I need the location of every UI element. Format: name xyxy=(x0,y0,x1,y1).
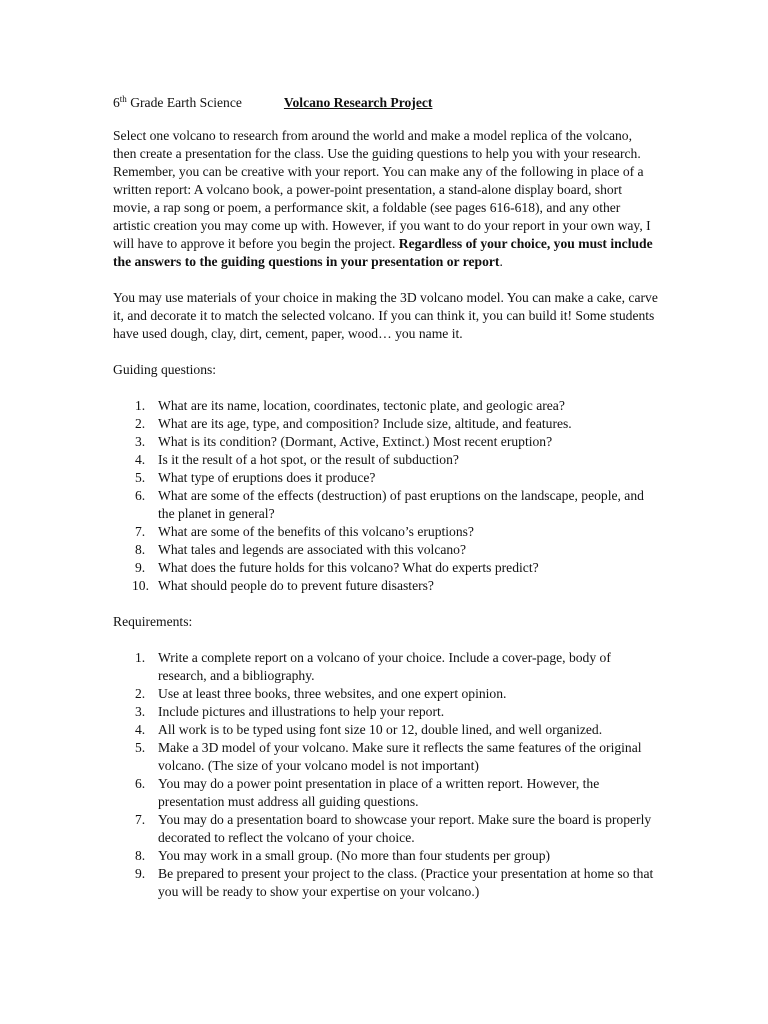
item-number: 6. xyxy=(135,488,146,503)
document-page xyxy=(113,94,658,919)
guiding-questions-label: Guiding questions: xyxy=(113,362,217,377)
materials-paragraph: You may use materials of your choice in making the 3D volcano model. You can make a cake, carve it, and decorate it to match the selected volcano. If you can think it, you can build it! Some students have used dough, clay, dirt, cement, paper, wood… you name it. xyxy=(113,290,658,341)
item-number: 9. xyxy=(135,866,146,881)
item-number: 5. xyxy=(135,470,146,485)
item-text: What are some of the effects (destruction) of past eruptions on the landscape, people, and the planet in general? xyxy=(158,488,644,521)
item-number: 10. xyxy=(132,578,149,593)
item-number: 3. xyxy=(135,434,146,449)
list-item xyxy=(113,451,658,469)
item-text: You may do a power point presentation in place of a written report. However, the presentation must address all guiding questions. xyxy=(158,776,600,809)
list-item xyxy=(113,865,658,901)
item-number: 5. xyxy=(135,740,146,755)
item-text: Use at least three books, three websites, and one expert opinion. xyxy=(158,686,507,701)
item-text: What does the future holds for this volcano? What do experts predict? xyxy=(158,560,539,575)
guiding-questions-list xyxy=(113,397,658,595)
intro-text-end: . xyxy=(499,254,503,269)
grade-suffix: th xyxy=(119,94,127,104)
list-item xyxy=(113,847,658,865)
item-number: 8. xyxy=(135,848,146,863)
item-number: 8. xyxy=(135,542,146,557)
project-title: Volcano Research Project xyxy=(283,95,433,110)
intro-paragraph xyxy=(113,127,658,271)
list-item xyxy=(113,775,658,811)
list-item xyxy=(113,739,658,775)
item-text: Make a 3D model of your volcano. Make sure it reflects the same features of the original volcano. (The size of your volcano model is not important) xyxy=(158,740,642,773)
list-item xyxy=(113,559,658,577)
list-item xyxy=(113,721,658,739)
list-item xyxy=(113,577,658,595)
item-number: 3. xyxy=(135,704,146,719)
item-number: 4. xyxy=(135,452,146,467)
grade-text: Grade Earth Science xyxy=(126,95,242,110)
item-number: 7. xyxy=(135,812,146,827)
requirements-label: Requirements: xyxy=(113,614,193,629)
item-text: What tales and legends are associated with this volcano? xyxy=(158,542,467,557)
course-name xyxy=(113,95,242,110)
item-number: 4. xyxy=(135,722,146,737)
item-number: 9. xyxy=(135,560,146,575)
item-number: 2. xyxy=(135,686,146,701)
list-item xyxy=(113,415,658,433)
grade-number: 6 xyxy=(113,95,120,110)
list-item xyxy=(113,523,658,541)
item-number: 6. xyxy=(135,776,146,791)
item-text: Is it the result of a hot spot, or the result of subduction? xyxy=(158,452,459,467)
intro-text: Select one volcano to research from around the world and make a model replica of the volcano, then create a presentation for the class. Use the guiding questions to help you with your research. Remember, you can be creative with your report. You can make any of the following in place of a written report: A volcano book, a power-point presentation, a stand-alone display board, short movie, a rap song or poem, a performance skit, a foldable (see pages 616-618), and any other artistic creation you may come up with. However, if you want to do your report in your own way, I will have to approve it before you begin the project. xyxy=(113,128,651,251)
item-text: What are some of the benefits of this volcano’s eruptions? xyxy=(158,524,474,539)
list-item xyxy=(113,811,658,847)
item-number: 1. xyxy=(135,650,146,665)
item-text: What are its age, type, and composition? Include size, altitude, and features. xyxy=(158,416,572,431)
document-header xyxy=(113,94,658,112)
item-text: You may do a presentation board to showcase your report. Make sure the board is properly decorated to reflect the volcano of your choice. xyxy=(158,812,652,845)
item-text: What type of eruptions does it produce? xyxy=(158,470,376,485)
item-text: You may work in a small group. (No more than four students per group) xyxy=(158,848,551,863)
item-number: 1. xyxy=(135,398,146,413)
list-item xyxy=(113,469,658,487)
requirements-list xyxy=(113,649,658,901)
intro-bold-text: Regardless of your choice, you must include the answers to the guiding questions in your presentation or report xyxy=(113,236,653,269)
list-item xyxy=(113,433,658,451)
item-text: What are its name, location, coordinates, tectonic plate, and geologic area? xyxy=(158,398,565,413)
list-item xyxy=(113,487,658,523)
item-text: Be prepared to present your project to the class. (Practice your presentation at home so that you will be ready to show your expertise on your volcano.) xyxy=(158,866,654,899)
item-number: 2. xyxy=(135,416,146,431)
list-item xyxy=(113,541,658,559)
list-item xyxy=(113,397,658,415)
item-text: What should people do to prevent future disasters? xyxy=(158,578,434,593)
item-text: Write a complete report on a volcano of your choice. Include a cover-page, body of research, and a bibliography. xyxy=(158,650,611,683)
item-text: Include pictures and illustrations to help your report. xyxy=(158,704,445,719)
list-item xyxy=(113,685,658,703)
list-item xyxy=(113,703,658,721)
list-item xyxy=(113,649,658,685)
item-text: What is its condition? (Dormant, Active, Extinct.) Most recent eruption? xyxy=(158,434,553,449)
item-number: 7. xyxy=(135,524,146,539)
item-text: All work is to be typed using font size 10 or 12, double lined, and well organized. xyxy=(158,722,603,737)
